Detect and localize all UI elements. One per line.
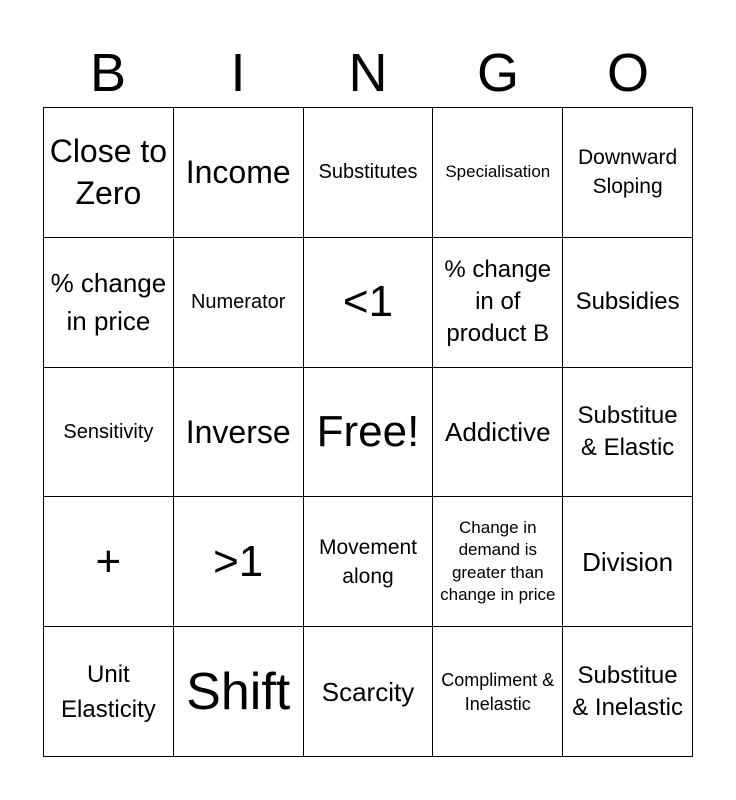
- bingo-cell-r1-c0[interactable]: [44, 238, 174, 368]
- cell-label: <1: [342, 277, 394, 327]
- bingo-cell-r1-c2[interactable]: [304, 238, 434, 368]
- cell-label: Division: [582, 546, 674, 577]
- cell-label: Change in demand is greater than change in price: [440, 517, 556, 605]
- cell-label: Close to Zero: [49, 133, 168, 212]
- bingo-cell-r1-c4[interactable]: [563, 238, 693, 368]
- bingo-cell-r1-c1[interactable]: [174, 238, 304, 368]
- bingo-cell-r2-c2[interactable]: [304, 368, 434, 498]
- bingo-cell-r4-c4[interactable]: [563, 627, 693, 757]
- cell-label: Substitue & Inelastic: [572, 661, 683, 721]
- cell-label: +: [95, 536, 122, 586]
- cell-label: Scarcity: [321, 676, 415, 707]
- cell-label: % change in of product B: [444, 256, 552, 348]
- header-letter-i: I: [230, 43, 246, 103]
- cell-label: Addictive: [445, 416, 551, 447]
- header-letter-o: O: [606, 43, 649, 103]
- cell-label: Free!: [316, 406, 420, 456]
- cell-label: Downward Sloping: [577, 146, 678, 199]
- bingo-cell-r4-c0[interactable]: [44, 627, 174, 757]
- bingo-cell-r1-c3[interactable]: [433, 238, 563, 368]
- cell-label: Sensitivity: [63, 420, 154, 443]
- bingo-cell-r0-c2[interactable]: [304, 108, 434, 238]
- header-letter-g: G: [476, 43, 519, 103]
- cell-label: Inverse: [185, 413, 291, 450]
- bingo-cell-r2-c4[interactable]: [563, 368, 693, 498]
- cell-label: % change in price: [50, 268, 167, 337]
- bingo-header: [43, 38, 693, 108]
- cell-label: >1: [213, 536, 264, 586]
- bingo-cell-r2-c3[interactable]: [433, 368, 563, 498]
- bingo-cell-r2-c1[interactable]: [174, 368, 304, 498]
- cell-label: Shift: [186, 662, 291, 721]
- bingo-cell-r3-c0[interactable]: [44, 497, 174, 627]
- cell-label: Substitue & Elastic: [577, 401, 678, 461]
- bingo-cell-r3-c4[interactable]: [563, 497, 693, 627]
- bingo-cell-r3-c2[interactable]: [304, 497, 434, 627]
- header-letter-n: N: [348, 43, 388, 103]
- bingo-cell-r0-c3[interactable]: [433, 108, 563, 238]
- cell-label: Unit Elasticity: [61, 660, 156, 723]
- bingo-cell-r2-c0[interactable]: [44, 368, 174, 498]
- bingo-cell-r0-c0[interactable]: [44, 108, 174, 238]
- bingo-cell-r3-c3[interactable]: [433, 497, 563, 627]
- bingo-cell-r4-c2[interactable]: [304, 627, 434, 757]
- bingo-cell-r0-c1[interactable]: [174, 108, 304, 238]
- cell-label: Compliment & Inelastic: [441, 669, 555, 714]
- cell-label: Substitutes: [318, 161, 418, 184]
- cell-label: Specialisation: [445, 162, 551, 182]
- cell-label: Subsidies: [575, 288, 680, 316]
- bingo-cell-r3-c1[interactable]: [174, 497, 304, 627]
- cell-label: Movement along: [318, 535, 418, 588]
- cell-label: Income: [185, 154, 291, 191]
- bingo-cell-r0-c4[interactable]: [563, 108, 693, 238]
- bingo-grid: [43, 107, 693, 757]
- cell-label: Numerator: [190, 291, 286, 314]
- header-letter-b: B: [89, 43, 127, 103]
- bingo-cell-r4-c3[interactable]: [433, 627, 563, 757]
- bingo-cell-r4-c1[interactable]: [174, 627, 304, 757]
